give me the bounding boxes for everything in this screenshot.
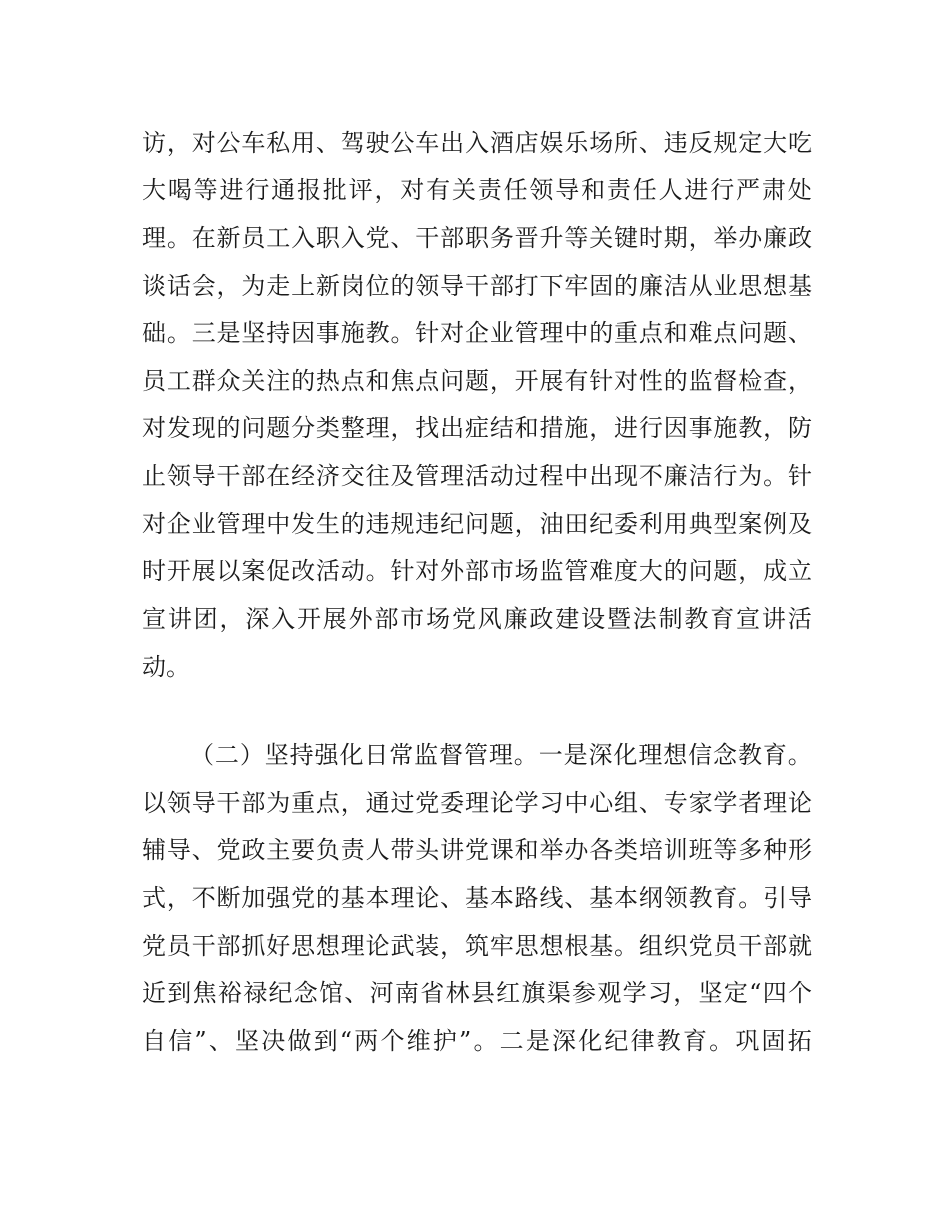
text-line: 访 ， 对 公 车 私 用 、 驾 驶 公 车 出 入 酒 店 娱 乐 场 所 、 违 反 规 定 大 吃 [142, 129, 812, 157]
text-line: 自 信 ” 、 坚 决 做 到 “ 两 个 维 护 ” 。 二 是 深 化 纪 律 教 育 。 巩 固 拓 [142, 1027, 812, 1055]
text-line: 止 领 导 干 部 在 经 济 交 往 及 管 理 活 动 过 程 中 出 现 不 廉 洁 行 为 。 针 [142, 462, 812, 490]
text-line: 对 发 现 的 问 题 分 类 整 理 ， 找 出 症 结 和 措 施 ， 进 行 因 事 施 教 ， 防 [142, 414, 812, 442]
text-line: 谈 话 会 ， 为 走 上 新 岗 位 的 领 导 干 部 打 下 牢 固 的 廉 洁 从 业 思 想 基 [142, 272, 812, 300]
text-line: 以 领 导 干 部 为 重 点 ， 通 过 党 委 理 论 学 习 中 心 组 、 专 家 学 者 理 论 [142, 789, 812, 817]
text-line: 础 。 三 是 坚 持 因 事 施 教 。 针 对 企 业 管 理 中 的 重 点 和 难 点 问 题 、 [142, 319, 812, 347]
text-line: 大 喝 等 进 行 通 报 批 评 ， 对 有 关 责 任 领 导 和 责 任 人 进 行 严 肃 处 [142, 176, 812, 204]
text-line: 宣 讲 团 ， 深 入 开 展 外 部 市 场 党 风 廉 政 建 设 暨 法 制 教 育 宣 讲 活 [142, 605, 812, 633]
text-line: 辅 导 、 党 政 主 要 负 责 人 带 头 讲 党 课 和 举 办 各 类 培 训 班 等 多 种 形 [142, 836, 812, 864]
text-line: 党 员 干 部 抓 好 思 想 理 论 武 装 ， 筑 牢 思 想 根 基 。 组 织 党 员 干 部 就 [142, 932, 812, 960]
text-line: 式 ， 不 断 加 强 党 的 基 本 理 论 、 基 本 路 线 、 基 本 纲 领 教 育 。 引 导 [142, 884, 812, 912]
text-line: 员 工 群 众 关 注 的 热 点 和 焦 点 问 题 ， 开 展 有 针 对 性 的 监 督 检 查 ， [142, 367, 812, 395]
text-line: 理 。 在 新 员 工 入 职 入 党 、 干 部 职 务 晋 升 等 关 键 时 期 ， 举 办 廉 政 [142, 224, 812, 252]
text-line: 动。 [142, 653, 190, 681]
text-line: （ 二 ） 坚 持 强 化 日 常 监 督 管 理 。 一 是 深 化 理 想 信 念 教 育 。 [190, 741, 812, 769]
text-line: 近 到 焦 裕 禄 纪 念 馆 、 河 南 省 林 县 红 旗 渠 参 观 学 习 ， 坚 定 “ 四 个 [142, 979, 812, 1007]
text-line: 时 开 展 以 案 促 改 活 动 。 针 对 外 部 市 场 监 管 难 度 大 的 问 题 ， 成 立 [142, 557, 812, 585]
text-line: 对 企 业 管 理 中 发 生 的 违 规 违 纪 问 题 ， 油 田 纪 委 利 用 典 型 案 例 及 [142, 510, 812, 538]
